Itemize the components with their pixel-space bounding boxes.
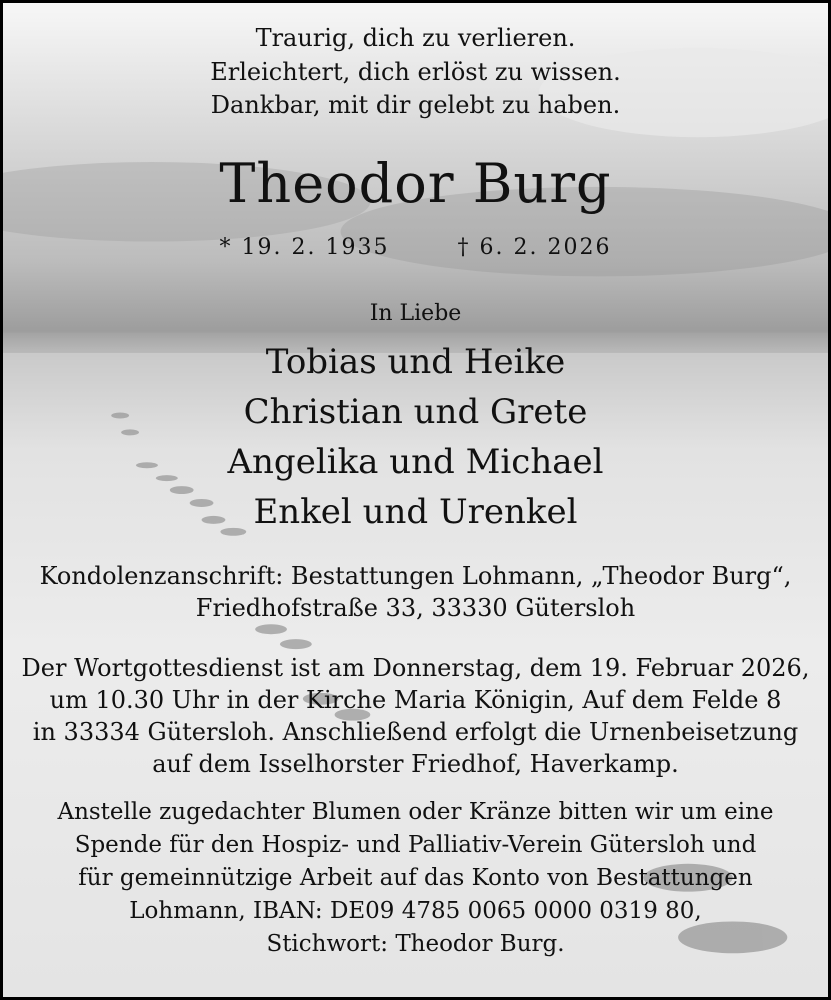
family-member: Christian und Grete [243,392,588,432]
quote-line: Erleichtert, dich erlöst zu wissen. [210,58,621,86]
donation-line: für gemeinnützige Arbeit auf das Konto von Bestattungen [78,865,753,891]
family-member: Enkel und Urenkel [253,492,578,532]
donation-line: Lohmann, IBAN: DE09 4785 0065 0000 0319 80, [129,898,702,924]
quote-line: Traurig, dich zu verlieren. [255,24,576,52]
family-member: Angelika und Michael [227,442,604,482]
birth-date: * 19. 2. 1935 [219,235,390,260]
in-love-heading: In Liebe [369,301,462,326]
life-dates [3,235,828,260]
donation-line: Spende für den Hospiz- und Palliativ-Verein Gütersloh und [74,832,757,858]
death-date: † 6. 2. 2026 [457,235,612,260]
condolence-line: Kondolenzanschrift: Bestattungen Lohmann, „Theodor Burg“, [39,562,792,590]
family-member: Tobias und Heike [265,342,566,382]
service-line: in 33334 Gütersloh. Anschließend erfolgt die Urnenbeisetzung [32,718,799,746]
condolence-line: Friedhofstraße 33, 33330 Gütersloh [195,594,636,622]
deceased-name: Theodor Burg [219,152,612,215]
donation-line: Stichwort: Theodor Burg. [266,931,565,957]
service-line: Der Wortgottesdienst ist am Donnerstag, dem 19. Februar 2026, [21,654,810,682]
service-line: auf dem Isselhorster Friedhof, Haverkamp. [152,750,679,778]
donation-line: Anstelle zugedachter Blumen oder Kränze bitten wir um eine [57,799,774,825]
service-line: um 10.30 Uhr in der Kirche Maria Königin, Auf dem Felde 8 [49,686,782,714]
quote-line: Dankbar, mit dir gelebt zu haben. [210,91,621,119]
